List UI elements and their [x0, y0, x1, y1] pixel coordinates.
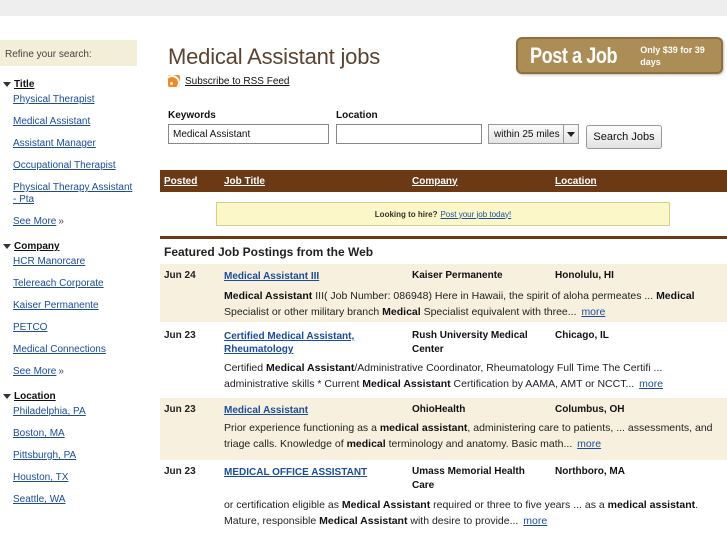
job-company: Rush University Medical Center — [412, 330, 528, 355]
job-snippet: Prior experience functioning as a medical assistant, administering care to patients, ... assessments, and triage calls. Knowledge of medical terminology and anatomy. Basic math... more — [224, 422, 713, 450]
sidebar — [0, 40, 137, 506]
job-company: OhioHealth — [412, 404, 466, 415]
job-row — [160, 398, 727, 460]
job-list — [160, 264, 727, 536]
job-row — [160, 264, 727, 322]
job-company: Kaiser Permanente — [412, 270, 503, 281]
facet-location — [0, 391, 137, 506]
post-a-job-label: Post a Job — [530, 42, 618, 68]
triangle-down-icon — [3, 244, 11, 249]
job-location: Honolulu, HI — [555, 270, 614, 281]
hire-banner — [216, 202, 670, 226]
keywords-label: Keywords — [168, 110, 216, 121]
job-date: Jun 23 — [164, 404, 196, 415]
sort-company-link[interactable]: Company — [412, 175, 458, 187]
job-snippet: Certified Medical Assistant/Administrative Coordinator, Rheumatology Full Time The Certifi ... administrative skills * Current Medical Assistant Certification by AAMA, AMT or NCCT... more — [224, 362, 664, 390]
dropdown-arrow-icon — [563, 125, 578, 143]
job-company: Umass Memorial Health Care — [412, 466, 525, 491]
job-date: Jun 23 — [164, 466, 196, 477]
facet-link-title-assistant-manager[interactable]: Assistant Manager — [13, 138, 96, 149]
page-title: Medical Assistant jobs — [168, 44, 381, 69]
facet-link-company-petco[interactable]: PETCO — [13, 322, 48, 333]
rss-link[interactable]: Subscribe to RSS Feed — [185, 75, 290, 87]
facet-link-company-medical-connections[interactable]: Medical Connections — [13, 344, 106, 355]
rss-subscribe — [168, 75, 290, 87]
location-label: Location — [336, 110, 378, 121]
job-location: Northboro, MA — [555, 466, 625, 477]
facet-title-toggle[interactable] — [0, 79, 137, 90]
job-date: Jun 24 — [164, 270, 196, 281]
more-link[interactable]: more — [581, 306, 606, 318]
facet-link-company-kaiser[interactable]: Kaiser Permanente — [13, 300, 99, 311]
facet-link-location-pittsburgh[interactable]: Pittsburgh, PA — [13, 450, 77, 461]
facet-link-title-occupational-therapist[interactable]: Occupational Therapist — [13, 160, 116, 171]
sort-title-link[interactable]: Job Title — [224, 175, 265, 187]
facet-heading: Company — [14, 241, 60, 252]
see-more-title-link[interactable]: See More — [13, 216, 57, 227]
job-title-link[interactable]: Medical Assistant III — [224, 271, 320, 282]
sort-posted-link[interactable]: Posted — [164, 175, 198, 187]
section-divider — [160, 236, 727, 239]
job-snippet: or certification eligible as Medical Assistant required or three to five years ... as a medical assistant. Mature, responsible Medical Assistant with desire to provide... more — [224, 499, 699, 527]
job-location: Chicago, IL — [555, 330, 609, 341]
sort-location-link[interactable]: Location — [555, 175, 597, 187]
facet-link-location-philadelphia[interactable]: Philadelphia, PA — [13, 406, 86, 417]
facet-link-location-seattle[interactable]: Seattle, WA — [13, 494, 66, 505]
facet-link-title-medical-assistant[interactable]: Medical Assistant — [13, 116, 91, 127]
right-angle-quote-icon: » — [58, 366, 64, 377]
search-jobs-button[interactable]: Search Jobs — [586, 125, 662, 149]
facet-location-toggle[interactable] — [0, 391, 137, 402]
post-a-job-price: Only $39 for 39 days — [640, 44, 705, 67]
job-title-link[interactable]: MEDICAL OFFICE ASSISTANT — [224, 467, 368, 478]
results-table-header — [160, 170, 727, 192]
facet-link-title-pt-assistant[interactable]: Physical Therapy Assistant - Pta — [13, 182, 133, 205]
radius-value: within 25 miles — [494, 128, 560, 140]
location-input[interactable] — [336, 124, 482, 144]
job-title-link[interactable]: Certified Medical Assistant, Rheumatology — [224, 331, 355, 355]
facet-company-toggle[interactable] — [0, 241, 137, 252]
post-a-job-button[interactable] — [516, 37, 723, 74]
facet-link-location-boston[interactable]: Boston, MA — [13, 428, 65, 439]
more-link[interactable]: more — [523, 515, 548, 527]
keywords-input[interactable] — [168, 124, 329, 144]
facet-link-location-houston[interactable]: Houston, TX — [13, 472, 69, 483]
see-more-company-link[interactable]: See More — [13, 366, 57, 377]
refine-label: Refine your search: — [0, 40, 137, 66]
job-row — [160, 322, 727, 398]
rss-icon[interactable] — [168, 75, 180, 87]
job-date: Jun 23 — [164, 330, 196, 341]
job-location: Columbus, OH — [555, 404, 625, 415]
radius-select[interactable] — [488, 124, 579, 144]
top-bar — [0, 0, 727, 16]
more-link[interactable]: more — [577, 438, 602, 450]
facet-link-title-physical-therapist[interactable]: Physical Therapist — [13, 94, 95, 105]
post-job-today-link[interactable]: Post your job today! — [440, 209, 512, 219]
facet-link-company-telereach[interactable]: Telereach Corporate — [13, 278, 104, 289]
right-angle-quote-icon: » — [58, 216, 64, 227]
job-title-link[interactable]: Medical Assistant — [224, 405, 309, 416]
facet-company — [0, 241, 137, 378]
facet-link-company-hcr[interactable]: HCR Manorcare — [13, 256, 86, 267]
triangle-down-icon — [3, 82, 11, 87]
facet-title — [0, 79, 137, 228]
facet-heading: Title — [14, 79, 35, 90]
hire-text: Looking to hire? — [374, 209, 438, 219]
job-snippet: Medical Assistant III( Job Number: 086948) Here in Hawaii, the spirit of aloha permeates ... Medical Specialist or other military branch Medical Specialist equivalent with three... more — [224, 290, 695, 318]
featured-heading: Featured Job Postings from the Web — [164, 245, 374, 259]
triangle-down-icon — [3, 394, 11, 399]
more-link[interactable]: more — [639, 378, 664, 390]
facet-heading: Location — [14, 391, 56, 402]
job-row — [160, 460, 727, 536]
